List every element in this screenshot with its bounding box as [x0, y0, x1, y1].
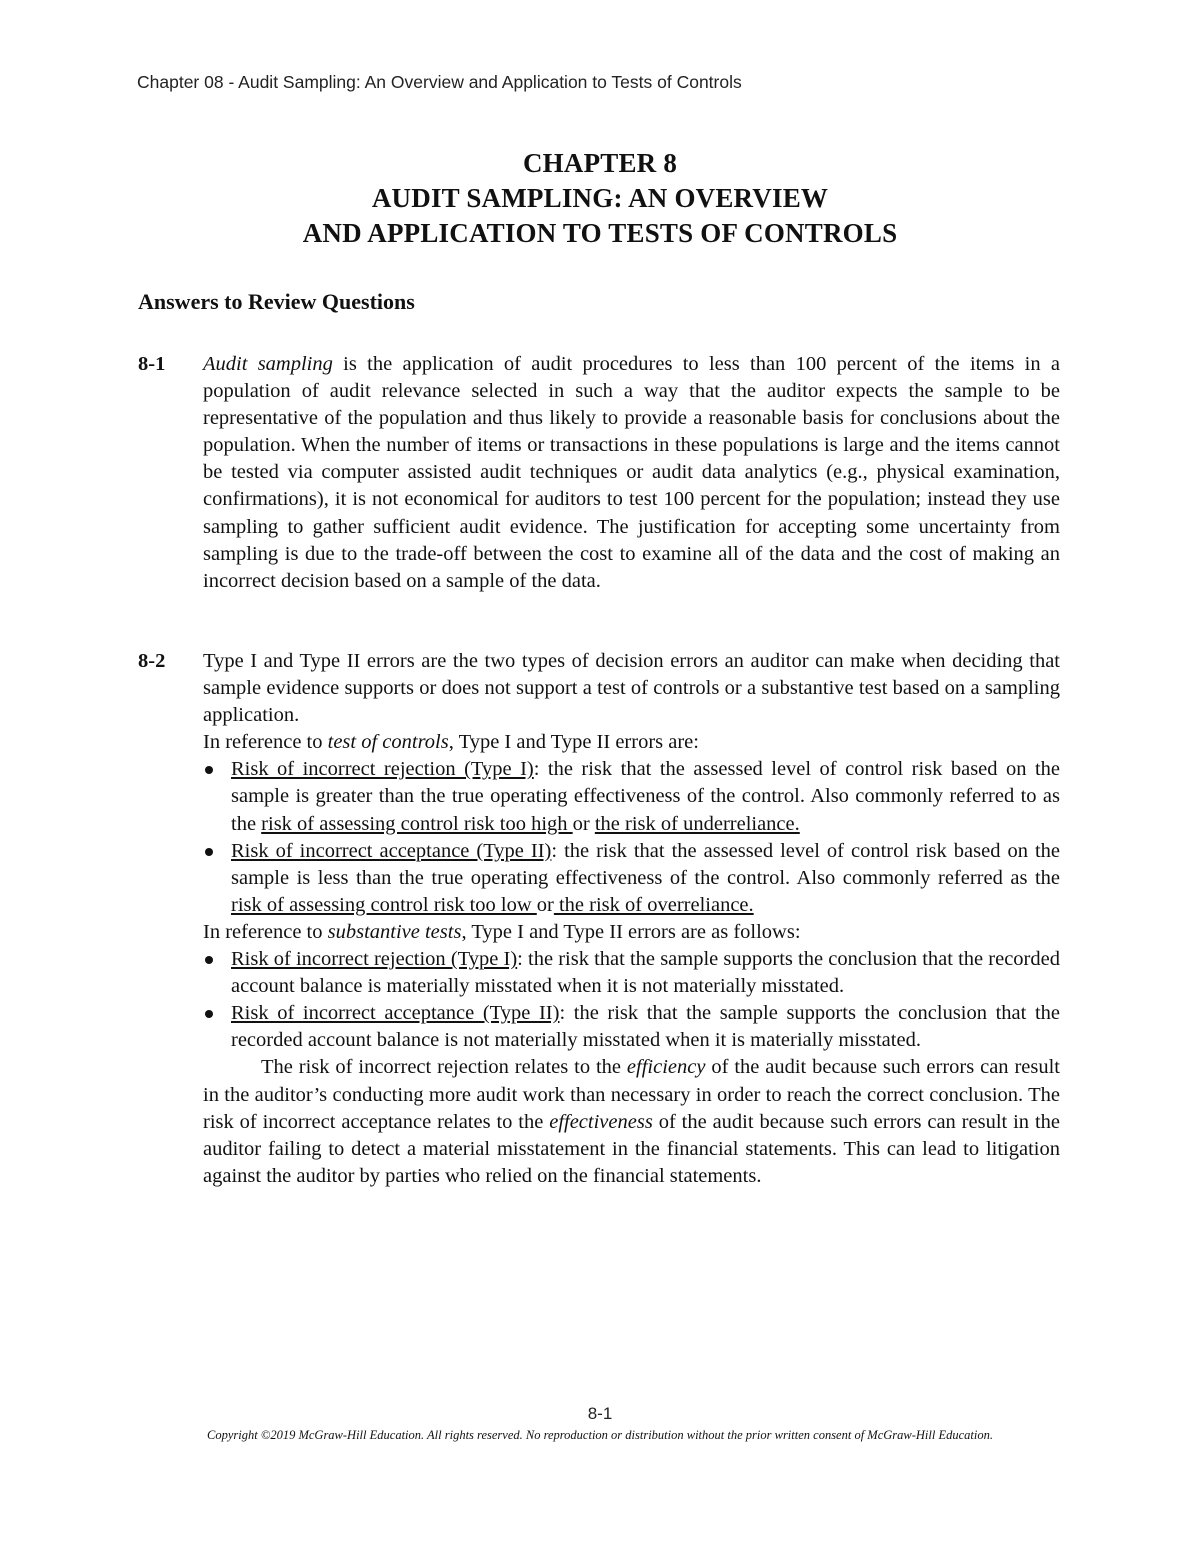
list-item: Risk of incorrect acceptance (Type II): the risk that the sample supports the conclusion that the recorded account balance is not materially misstated when it is materially misstated.: [203, 1000, 1060, 1054]
substantive-lead: In reference to substantive tests, Type I and Type II errors are as follows:: [203, 920, 801, 943]
answer-body: [203, 648, 1060, 1190]
list-item: Risk of incorrect rejection (Type I): the risk that the assessed level of control risk based on the sample is greater than the true operating effectiveness of the control. Also commonly referred to as the risk of assessing control risk too high or the risk of underreliance.: [203, 756, 1060, 837]
list-item: Risk of incorrect rejection (Type I): the risk that the sample supports the conclusion that the recorded account balance is materially misstated when it is not materially misstated.: [203, 946, 1060, 1000]
page-footer: [0, 1404, 1200, 1444]
closing-paragraph: The risk of incorrect rejection relates to the efficiency of the audit because such errors can result in the auditor’s conducting more audit work than necessary in order to reach the correct conclusion. The risk of incorrect acceptance relates to the effectiveness of the audit because such errors can result in the auditor failing to detect a material misstatement in the financial statements. This can lead to litigation against the auditor by parties who relied on the financial statements.: [203, 1056, 1060, 1187]
term-substantive-tests: substantive tests: [327, 920, 462, 943]
answer-text: is the application of audit procedures to less than 100 percent of the items in a population of audit relevance selected in such a way that the auditor expects the sample to be representative of the population and thus likely to provide a reasonable basis for conclusions about the population. When the number of items or transactions in these populations is large and the items cannot be tested via computer assisted audit techniques or audit data analytics (e.g., physical examination, confirmations), it is not economical for auditors to test 100 percent for the population; instead they use sampling to gather sufficient audit evidence. The justification for accepting some uncertainty from sampling is due to the trade-off between the cost to examine all of the data and the cost of making an incorrect decision based on a sample of the data.: [203, 353, 1060, 592]
intro-paragraph: Type I and Type II errors are the two types of decision errors an auditor can make when deciding that sample evidence supports or does not support a test of controls or a substantive test based on a sampling application.: [203, 650, 1060, 727]
chapter-title: [0, 146, 1200, 251]
bullet-icon: [205, 848, 213, 856]
bullet-icon: [205, 766, 213, 774]
term-efficiency: efficiency: [626, 1056, 706, 1079]
term-effectiveness: effectiveness: [549, 1110, 653, 1133]
term-test-of-controls: test of controls: [327, 731, 449, 754]
substantive-bullet-list: [203, 946, 1060, 1054]
question-8-2: [138, 648, 1060, 1190]
running-head: Chapter 08 - Audit Sampling: An Overview and Application to Tests of Controls: [137, 72, 742, 92]
copyright-notice: Copyright ©2019 McGraw-Hill Education. All rights reserved. No reproduction or distribution without the prior written consent of McGraw-Hill Education.: [207, 1428, 993, 1442]
section-heading: Answers to Review Questions: [138, 289, 415, 314]
question-number: 8-1: [138, 353, 166, 375]
page-number: 8-1: [587, 1404, 613, 1423]
answer-body: [203, 351, 1060, 595]
chapter-title-line-1: AUDIT SAMPLING: AN OVERVIEW: [371, 183, 829, 213]
term-audit-sampling: Audit sampling: [203, 353, 333, 375]
question-number: 8-2: [138, 650, 166, 672]
toc-lead: In reference to test of controls, Type I and Type II errors are:: [203, 731, 699, 754]
question-8-1: [138, 351, 1060, 595]
toc-bullet-list: [203, 756, 1060, 919]
list-item: Risk of incorrect acceptance (Type II): the risk that the assessed level of control risk based on the sample is less than the true operating effectiveness of the control. Also commonly referred as the risk of assessing control risk too low or the risk of overreliance.: [203, 838, 1060, 919]
bullet-icon: [205, 1010, 213, 1018]
bullet-icon: [205, 956, 213, 964]
chapter-number: CHAPTER 8: [522, 148, 678, 178]
chapter-title-line-2: AND APPLICATION TO TESTS OF CONTROLS: [302, 218, 898, 248]
answer-paragraph: [203, 351, 1060, 595]
